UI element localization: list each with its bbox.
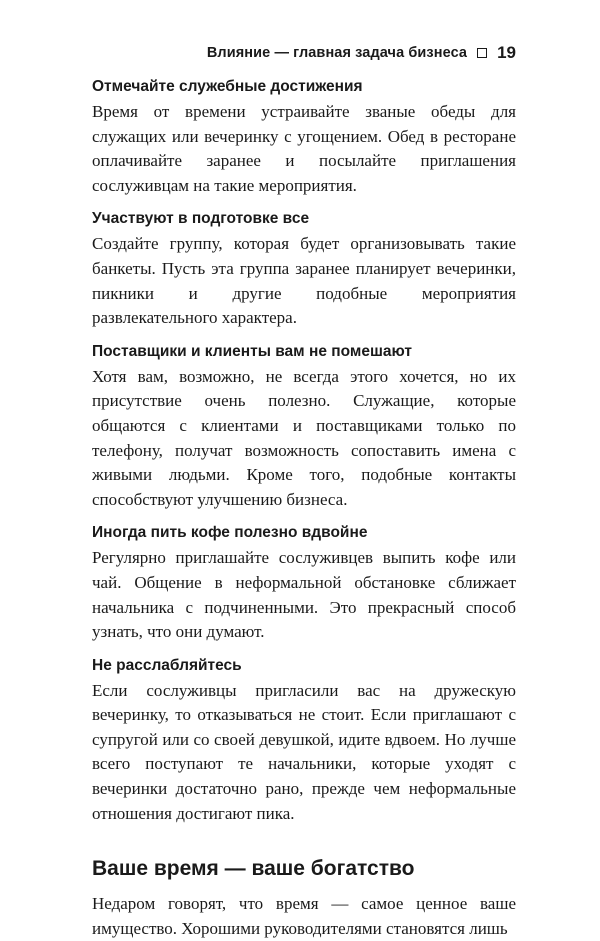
section-everyone-participates [92, 208, 516, 330]
running-title: Влияние — главная задача бизнеса [206, 45, 468, 61]
book-page [92, 40, 516, 941]
page-number: 19 [497, 43, 516, 62]
chapter-paragraph: Недаром говорят, что время — самое ценное ваше имущество. Хорошими руководителями становятся лишь [92, 894, 516, 938]
section-paragraph: Если сослуживцы пригласили вас на дружескую вечеринку, то отказываться не стоит. Если приглашают с супругой или со своей девушкой, идите вдвоем. Но лучше всего поступают те начальники, которые уходят с вечеринки достаточно рано, прежде чем неформальные отношения достигают пика. [92, 680, 516, 823]
running-header [92, 40, 516, 66]
section-heading: Не расслабляйтесь [92, 656, 242, 674]
section-suppliers-and-clients [92, 341, 516, 513]
section-heading: Участвуют в подготовке все [92, 210, 310, 228]
section-dont-relax [92, 655, 516, 827]
section-paragraph: Время от времени устраивайте званые обеды для служащих или вечеринку с угощением. Обед в ресторане оплачивайте заранее и посылайте приглашения сослуживцам на такие мероприятия. [92, 102, 516, 195]
section-paragraph: Создайте группу, которая будет организовывать такие банкеты. Пусть эта группа заранее планирует вечеринки, пикники и другие подобные мероприятия развлекательного характера. [92, 234, 516, 328]
section-heading: Иногда пить кофе полезно вдвойне [92, 524, 368, 542]
section-heading: Отмечайте служебные достижения [92, 78, 363, 95]
section-paragraph: Регулярно приглашайте сослуживцев выпить кофе или чай. Общение в неформальной обстановке сближает начальника с подчиненными. Это прекрасный способ узнать, что они думают. [92, 548, 516, 642]
chapter-your-time [92, 856, 516, 941]
section-celebrate-achievements [92, 76, 516, 198]
section-heading: Поставщики и клиенты вам не помешают [92, 342, 412, 360]
section-coffee [92, 522, 516, 644]
chapter-heading: Ваше время — ваше богатство [92, 857, 415, 881]
section-paragraph: Хотя вам, возможно, не всегда этого хочется, но их присутствие очень полезно. Служащие, которые общаются с клиентами и поставщиками только по телефону, получат возможность сопоставить имена с живыми людьми. Кроме того, подобные контакты способствуют улучшению бизнеса. [92, 366, 516, 509]
square-icon [477, 48, 487, 58]
